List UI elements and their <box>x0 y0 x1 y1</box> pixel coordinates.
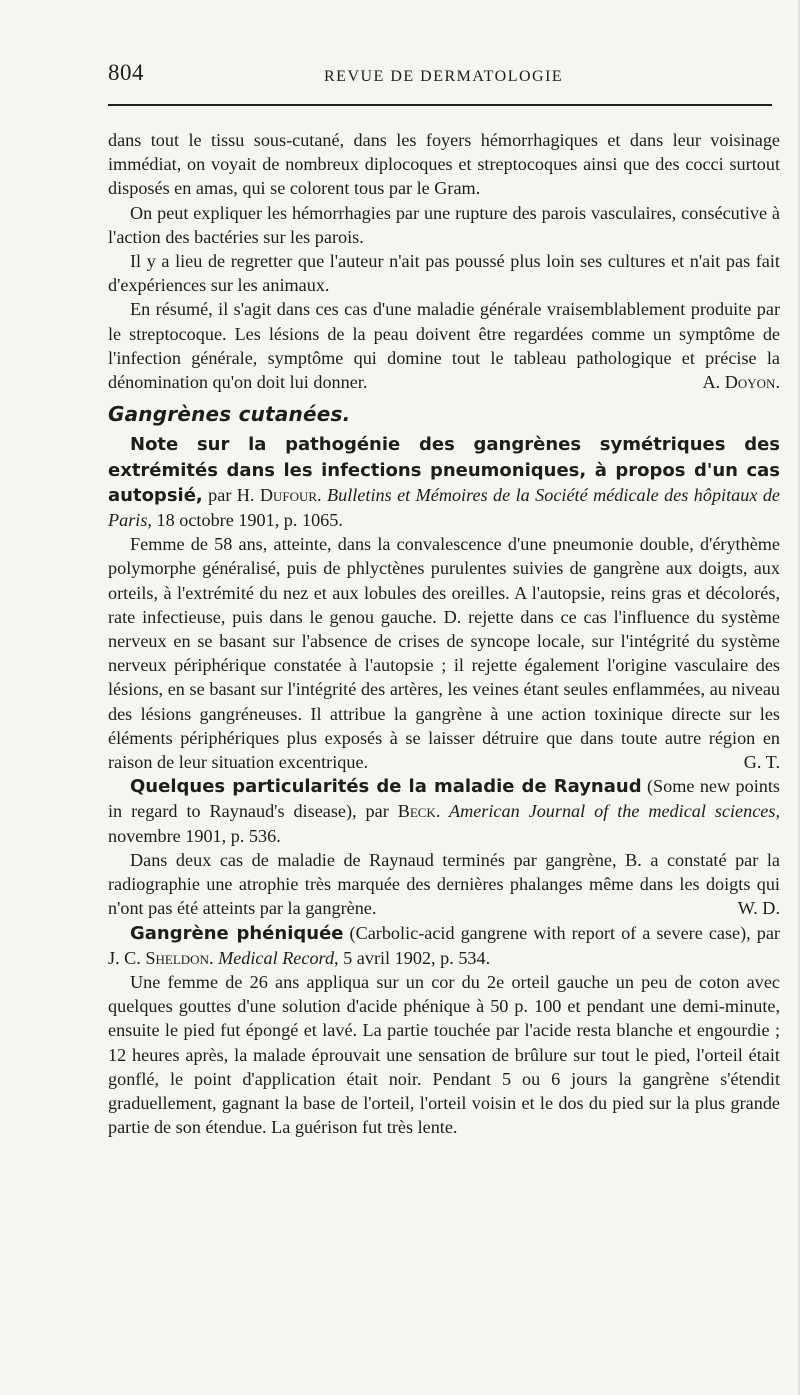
article-summary <box>108 532 780 774</box>
citation-subtitle: (Some new points in regard to Raynaud's disease), par <box>108 776 780 822</box>
citation-subtitle: (Carbolic-acid gangrene with report of a severe case), par J. C. <box>108 922 780 968</box>
paragraph: dans tout le tissu sous-cutané, dans les foyers hémorrhagiques et dans leur voisinage immédiat, on voyait de nombreux diplocoques et streptocoques ainsi que des cocci surtout disposés en amas, qui se colorent tous par le Gram. <box>108 130 780 199</box>
page-body <box>108 128 780 1139</box>
page-header <box>108 60 780 94</box>
article-title: Note sur la pathogénie des gangrènes symétriques des extrémités dans les infections pneumoniques, à propos d'un cas autopsié, <box>108 434 780 506</box>
article-citation <box>108 774 780 848</box>
article-title: Gangrène phéniquée <box>130 922 344 944</box>
signature: A. Doyon. <box>702 372 780 393</box>
author-name: Sheldon. <box>145 947 214 968</box>
article-body: Dans deux cas de maladie de Raynaud terminés par gangrène, B. a constaté par la radiographie une atrophie très marquée des dernières phalanges même dans les doigts qui n'ont pas été atteints par la gangrène. <box>108 849 780 919</box>
article-citation <box>108 432 780 532</box>
article-title: Quelques particularités de la maladie de Raynaud <box>130 776 642 798</box>
paragraph: On peut expliquer les hémorrhagies par une rupture des parois vasculaires, consécutive à l'action des bactéries sur les parois. <box>108 202 780 247</box>
paragraph <box>108 297 780 394</box>
article-body: Femme de 58 ans, atteinte, dans la convalescence d'une pneumonie double, d'érythème polymorphe généralisé, puis de phlyctènes purulentes suivies de gangrène aux doigts, aux orteils, à l'extrémité du nez et aux lobules des oreilles. A l'autopsie, reins gras et décolorés, rate infectieuse, puis dans le genou gauche. D. rejette dans ce cas l'influence du système nerveux en se basant sur l'absence de crises de syncope locale, sur l'intégrité du système nerveux périphérique constatée à l'autopsie ; il rejette également l'origine vasculaire des lésions, en se basant sur l'intégrité des artères, les veines étant seules enflammées, au niveau des lésions gangréneuses. Il attribue la gangrène à une action toxinique directe sur les éléments périphériques plus exposés à se laisser détruire que dans toute autre région en raison de leur situation excentrique. <box>108 534 780 773</box>
journal-name: Medical Record, <box>213 947 339 968</box>
citation-par: par H. <box>202 484 260 505</box>
signature: G. T. <box>743 752 780 773</box>
paragraph: Il y a lieu de regretter que l'auteur n'ait pas poussé plus loin ses cultures et n'ait pas fait d'expériences sur les animaux. <box>108 251 780 296</box>
article-body: Une femme de 26 ans appliqua sur un cor du 2e orteil gauche un peu de coton avec quelques gouttes d'une solution d'acide phénique à 50 p. 100 et pendant une demi-minute, ensuite le pied fut épongé et lavé. La partie touchée par l'acide resta blanche et engourdie ; 12 heures après, la malade éprouvait une sensation de brûlure sur tout le pied, l'orteil était gonflé, le point d'application était noir. Pendant 5 ou 6 jours la gangrène s'étendit graduellement, gagnant la base de l'orteil, l'orteil voisin et le dos du pied sur la plus grande partie de son étendue. La guérison fut très lente. <box>108 971 780 1138</box>
running-title: REVUE DE DERMATOLOGIE <box>324 68 564 85</box>
page-number: 804 <box>108 60 144 85</box>
author-name: Beck. <box>397 801 441 822</box>
journal-name: Bulletins et Mémoires de la Société médicale des hôpitaux de Paris, <box>108 484 780 531</box>
citation-ref: 5 avril 1902, p. 534. <box>338 947 491 968</box>
article-summary <box>108 970 780 1139</box>
article-citation <box>108 921 780 970</box>
author-name: Dufour. <box>259 484 322 505</box>
paragraph-text: En résumé, il s'agit dans ces cas d'une maladie générale vraisemblablement produite par le streptocoque. Les lésions de la peau doivent être regardées comme un symptôme de l'infection générale, symptôme qui domine tout le tableau pathologique et précise la dénomination qu'on doit lui donner. <box>108 299 780 393</box>
header-rule <box>108 104 772 106</box>
document-page <box>108 60 780 1138</box>
citation-ref: novembre 1901, p. 536. <box>108 825 281 846</box>
article-summary <box>108 848 780 921</box>
signature: W. D. <box>737 898 780 919</box>
journal-name: American Journal of the medical sciences, <box>440 801 780 822</box>
citation-ref: 18 octobre 1901, p. 1065. <box>151 510 343 531</box>
section-heading: Gangrènes cutanées. <box>108 402 351 427</box>
